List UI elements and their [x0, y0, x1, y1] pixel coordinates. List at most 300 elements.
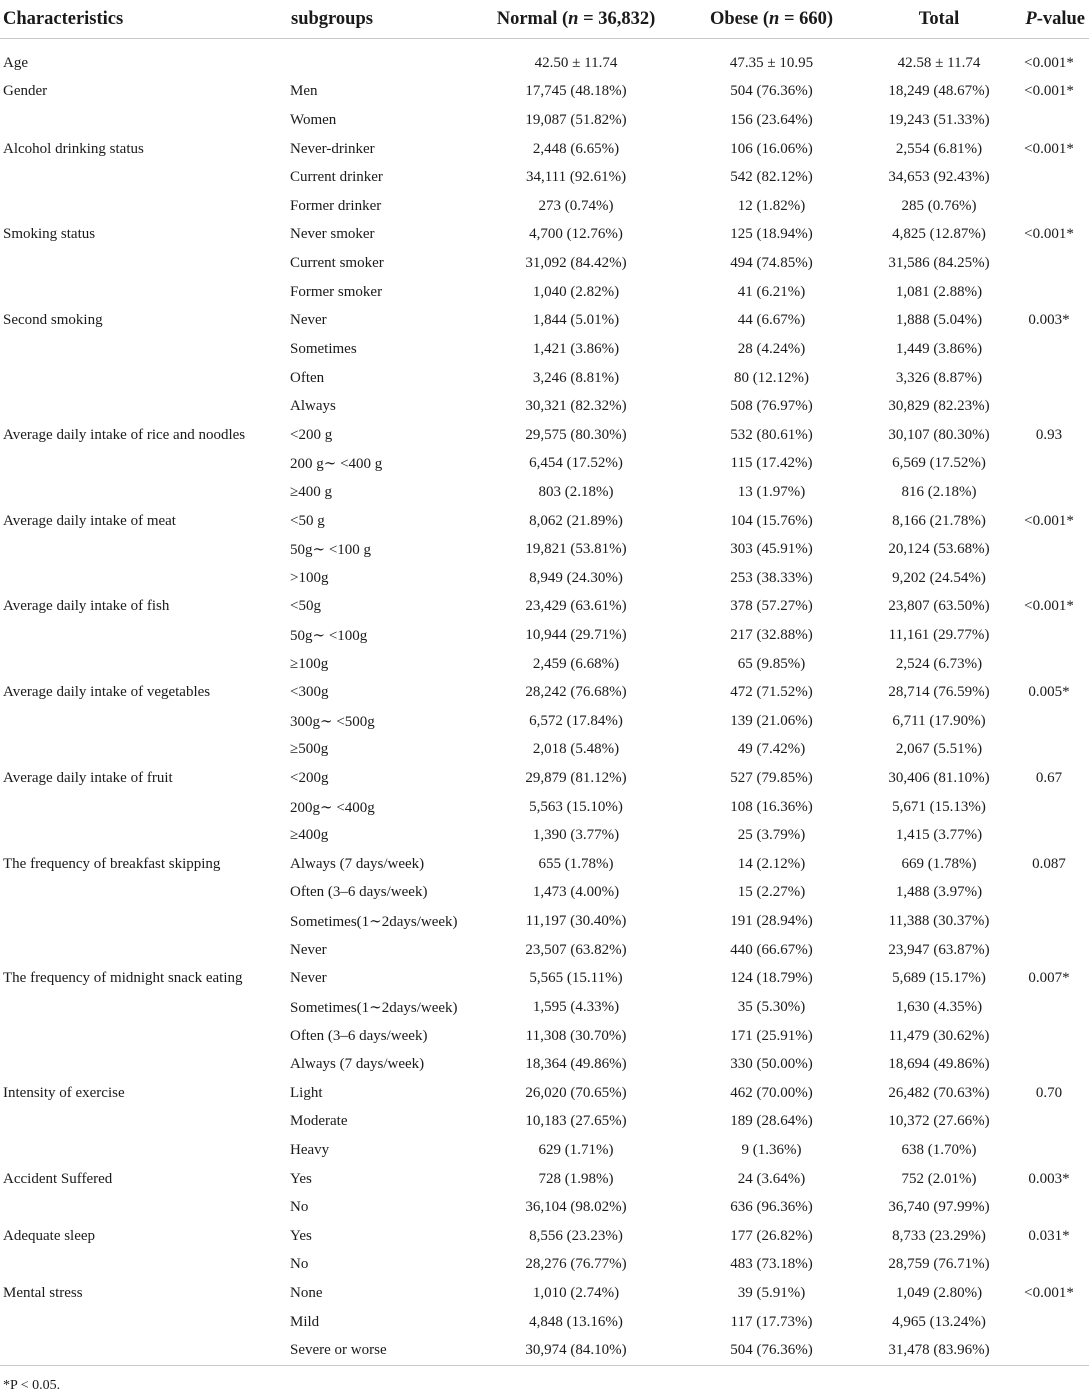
cell-total: 1,081 (2.88%) [895, 283, 983, 300]
cell-sub: Sometimes [290, 340, 357, 357]
cell-obese: 303 (45.91%) [730, 541, 813, 558]
table-row [0, 1050, 1089, 1079]
cell-cat: Average daily intake of fish [3, 598, 170, 615]
table-row [0, 650, 1089, 679]
cell-normal: 1,040 (2.82%) [532, 283, 620, 300]
table-row [0, 993, 1089, 1022]
cell-p: <0.001* [1024, 83, 1074, 100]
cell-total: 2,524 (6.73%) [895, 655, 983, 672]
cell-obese: 156 (23.64%) [730, 112, 813, 129]
cell-obese: 49 (7.42%) [737, 741, 806, 758]
cell-obese: 35 (5.30%) [737, 998, 806, 1015]
table-row [0, 249, 1089, 278]
cell-obese: 532 (80.61%) [730, 426, 813, 443]
cell-obese: 504 (76.36%) [730, 83, 813, 100]
cell-total: 8,733 (23.29%) [892, 1227, 986, 1244]
cell-obese: 508 (76.97%) [730, 398, 813, 415]
cell-p [1009, 993, 1089, 1022]
cell-cat [0, 249, 288, 278]
cell-total: 30,107 (80.30%) [888, 426, 990, 443]
cell-normal: 23,429 (63.61%) [525, 598, 627, 615]
cell-cat: Adequate sleep [3, 1227, 96, 1244]
cell-sub: ≥500g [290, 741, 329, 758]
cell-obese: 217 (32.88%) [730, 626, 813, 643]
table-row [0, 278, 1089, 307]
cell-sub: Never smoker [290, 226, 375, 243]
cell-p: <0.001* [1024, 140, 1074, 157]
cell-sub: >100g [290, 569, 329, 586]
cell-total: 9,202 (24.54%) [892, 569, 986, 586]
cell-obese: 504 (76.36%) [674, 1336, 869, 1365]
table-row [0, 850, 1089, 879]
cell-total: 4,965 (13.24%) [892, 1313, 986, 1330]
cell-cat: The frequency of midnight snack eating [3, 970, 243, 987]
cell-total: 285 (0.76%) [901, 197, 977, 214]
cell-sub: 200g∼ <400g [290, 799, 375, 816]
cell-obese: 440 (66.67%) [730, 941, 813, 958]
cell-normal: 28,276 (76.77%) [525, 1256, 627, 1273]
table-row [0, 1136, 1089, 1165]
cell-normal: 8,556 (23.23%) [529, 1227, 623, 1244]
table-row [0, 965, 1089, 994]
cell-normal: 5,563 (15.10%) [529, 798, 623, 815]
cell-sub: 50g∼ <100 g [290, 542, 372, 559]
cell-p: <0.001* [1024, 54, 1074, 71]
table-row [0, 106, 1089, 135]
cell-p [1009, 936, 1089, 965]
table-row [0, 593, 1089, 622]
table-row [0, 392, 1089, 421]
cell-normal: 8,949 (24.30%) [529, 569, 623, 586]
cell-sub: Never-drinker [290, 140, 375, 157]
cell-normal: 728 (1.98%) [538, 1170, 614, 1187]
cell-sub: <200g [290, 770, 329, 787]
table-row [0, 1193, 1089, 1222]
cell-obese: 25 (3.79%) [737, 827, 806, 844]
table-row [0, 907, 1089, 936]
cell-p: <0.001* [1024, 598, 1074, 615]
cell-sub: None [290, 1285, 323, 1301]
cell-cat: Average daily intake of meat [3, 512, 176, 529]
header-subgroups: subgroups [288, 0, 478, 39]
cell-obese: 472 (71.52%) [730, 684, 813, 701]
cell-total: 5,671 (15.13%) [892, 798, 986, 815]
cell-normal: 629 (1.71%) [538, 1141, 614, 1158]
cell-sub: Often [290, 369, 325, 386]
cell-p [1009, 736, 1089, 765]
cell-obese: 12 (1.82%) [737, 197, 806, 214]
cell-normal: 6,454 (17.52%) [529, 455, 623, 472]
cell-sub: Heavy [290, 1141, 330, 1158]
cell-sub: <50g [290, 598, 321, 615]
cell-p [1009, 707, 1089, 736]
cell-total: 28,759 (76.71%) [888, 1256, 990, 1273]
cell-obese: 108 (16.36%) [730, 798, 813, 815]
cell-sub: ≥400 g [290, 483, 332, 500]
cell-cat [0, 821, 288, 850]
cell-p [1009, 1108, 1089, 1137]
cell-cat [0, 163, 288, 192]
cell-p [1009, 1022, 1089, 1051]
cell-obese: 462 (70.00%) [730, 1084, 813, 1101]
cell-total: 26,482 (70.63%) [888, 1084, 990, 1101]
cell-obese: 483 (73.18%) [730, 1256, 813, 1273]
table-row [0, 1079, 1089, 1108]
cell-normal: 5,565 (15.11%) [529, 970, 623, 987]
cell-p: 0.70 [1035, 1084, 1063, 1101]
header-p-value: P-value [1009, 0, 1089, 39]
cell-total: 6,569 (17.52%) [892, 455, 986, 472]
cell-obese: 191 (28.94%) [730, 913, 813, 930]
cell-normal: 19,087 (51.82%) [525, 112, 627, 129]
cell-cat [0, 1022, 288, 1051]
cell-sub: <50 g [290, 512, 325, 529]
cell-normal: 30,974 (84.10%) [478, 1336, 674, 1365]
table-row [0, 1108, 1089, 1137]
header-normal: Normal (n = 36,832) [478, 0, 674, 39]
cell-normal: 1,473 (4.00%) [532, 884, 620, 901]
cell-total: 1,888 (5.04%) [895, 312, 983, 329]
cell-obese: 9 (1.36%) [741, 1141, 802, 1158]
cell-obese: 171 (25.91%) [730, 1027, 813, 1044]
cell-p [1009, 535, 1089, 564]
cell-total: 669 (1.78%) [901, 855, 977, 872]
table-row [0, 736, 1089, 765]
cell-p: 0.93 [1035, 426, 1063, 443]
cell-p [1009, 335, 1089, 364]
cell-sub: Men [290, 83, 318, 100]
header-characteristics: Characteristics [0, 0, 288, 39]
cell-p [1009, 1336, 1089, 1365]
cell-total: 36,740 (97.99%) [888, 1199, 990, 1216]
cell-p [1009, 621, 1089, 650]
table-row [0, 1279, 1089, 1308]
cell-obese: 14 (2.12%) [737, 855, 806, 872]
cell-cat: Age [3, 54, 28, 71]
cell-total: 30,406 (81.10%) [888, 770, 990, 787]
cell-p [1009, 1136, 1089, 1165]
cell-sub: Mild [290, 1313, 320, 1330]
cell-obese: 253 (38.33%) [730, 569, 813, 586]
cell-total: 11,388 (30.37%) [888, 913, 990, 930]
cell-sub: No [290, 1199, 309, 1216]
cell-sub [288, 39, 478, 78]
table-row [0, 335, 1089, 364]
cell-p: 0.005* [1028, 684, 1070, 701]
cell-cat: Alcohol drinking status [3, 140, 144, 157]
cell-total: 18,249 (48.67%) [888, 83, 990, 100]
cell-normal: 34,111 (92.61%) [525, 169, 627, 186]
cell-normal: 1,390 (3.77%) [532, 827, 620, 844]
cell-obese: 378 (57.27%) [730, 598, 813, 615]
cell-total: 1,415 (3.77%) [895, 827, 983, 844]
table-row [0, 879, 1089, 908]
cell-p: <0.001* [1024, 512, 1074, 529]
table-header [0, 0, 1089, 39]
cell-total: 11,479 (30.62%) [888, 1027, 990, 1044]
cell-cat: Intensity of exercise [3, 1084, 125, 1101]
cell-obese: 494 (74.85%) [730, 255, 813, 272]
cell-normal: 36,104 (98.02%) [525, 1199, 627, 1216]
cell-sub: Never [290, 941, 327, 958]
cell-sub: Sometimes(1∼2days/week) [290, 999, 458, 1016]
cell-total: 1,449 (3.86%) [895, 340, 983, 357]
cell-p [1009, 163, 1089, 192]
cell-obese: 39 (5.91%) [737, 1285, 806, 1301]
table-row [0, 821, 1089, 850]
cell-total: 5,689 (15.17%) [892, 970, 986, 987]
cell-normal: 1,010 (2.74%) [532, 1285, 620, 1301]
table-row [0, 764, 1089, 793]
cell-normal: 23,507 (63.82%) [525, 941, 627, 958]
cell-total: 1,630 (4.35%) [895, 998, 983, 1015]
cell-p [1009, 192, 1089, 221]
header-total: Total [869, 0, 1009, 39]
cell-obese: 65 (9.85%) [737, 655, 806, 672]
cell-cat: Second smoking [3, 312, 103, 329]
cell-cat [0, 936, 288, 965]
cell-p [1009, 478, 1089, 507]
cell-cat [0, 621, 288, 650]
cell-total: 1,488 (3.97%) [895, 884, 983, 901]
cell-normal: 655 (1.78%) [538, 855, 614, 872]
cell-sub: No [290, 1256, 309, 1273]
cell-p [1009, 564, 1089, 593]
cell-normal: 28,242 (76.68%) [525, 684, 627, 701]
cell-total: 19,243 (51.33%) [888, 112, 990, 129]
cell-obese: 115 (17.42%) [730, 455, 813, 472]
cell-cat [0, 907, 288, 936]
table-row [0, 135, 1089, 164]
cell-cat [0, 1136, 288, 1165]
cell-cat [0, 106, 288, 135]
table-row [0, 1022, 1089, 1051]
cell-obese: 41 (6.21%) [737, 283, 806, 300]
cell-obese: 117 (17.73%) [730, 1313, 813, 1330]
cell-normal: 2,459 (6.68%) [532, 655, 620, 672]
cell-p: <0.001* [1024, 1285, 1074, 1301]
cell-cat [0, 1193, 288, 1222]
cell-cat [0, 1308, 288, 1337]
cell-p: 0.003* [1028, 312, 1070, 329]
cell-normal: 26,020 (70.65%) [525, 1084, 627, 1101]
table-row [0, 507, 1089, 536]
cell-total: 8,166 (21.78%) [892, 512, 986, 529]
cell-p: 0.007* [1028, 970, 1070, 987]
cell-cat: The frequency of breakfast skipping [3, 855, 221, 872]
table-footnote: *P < 0.05. [3, 1378, 61, 1394]
cell-normal: 1,595 (4.33%) [532, 998, 620, 1015]
table-row [0, 306, 1089, 335]
table-body [0, 39, 1089, 1366]
cell-normal: 1,844 (5.01%) [532, 312, 620, 329]
cell-obese: 527 (79.85%) [730, 770, 813, 787]
cell-cat [0, 993, 288, 1022]
cell-sub: Often (3–6 days/week) [290, 884, 428, 901]
cell-sub: 300g∼ <500g [290, 713, 375, 730]
cell-normal: 273 (0.74%) [538, 197, 614, 214]
cell-total: 1,049 (2.80%) [895, 1285, 983, 1301]
cell-obese: 47.35 ± 10.95 [729, 54, 814, 71]
cell-sub: ≥400g [290, 827, 329, 844]
cell-obese: 124 (18.79%) [730, 970, 813, 987]
table-row [0, 1308, 1089, 1337]
cell-cat: Average daily intake of fruit [3, 770, 173, 787]
cell-total: 23,807 (63.50%) [888, 598, 990, 615]
cell-obese: 15 (2.27%) [737, 884, 806, 901]
cell-total: 816 (2.18%) [901, 483, 977, 500]
cell-sub: Always (7 days/week) [290, 1056, 425, 1073]
table-row [0, 1165, 1089, 1194]
cell-normal: 29,575 (80.30%) [525, 426, 627, 443]
cell-normal: 4,848 (13.16%) [529, 1313, 623, 1330]
cell-obese: 177 (26.82%) [730, 1227, 813, 1244]
cell-total: 18,694 (49.86%) [888, 1056, 990, 1073]
table-row [0, 78, 1089, 107]
cell-sub: Always (7 days/week) [290, 855, 425, 872]
cell-sub: Yes [290, 1227, 312, 1244]
table-row [0, 1222, 1089, 1251]
cell-obese: 44 (6.67%) [737, 312, 806, 329]
table-row [0, 936, 1089, 965]
cell-sub: Yes [290, 1170, 312, 1187]
cell-total: 3,326 (8.87%) [895, 369, 983, 386]
cell-sub: Severe or worse [288, 1336, 478, 1365]
cell-sub: 50g∼ <100g [290, 627, 368, 644]
cell-obese: 80 (12.12%) [734, 369, 809, 386]
table-row [0, 221, 1089, 250]
table-row [0, 478, 1089, 507]
cell-p [1009, 278, 1089, 307]
cell-cat [0, 793, 288, 822]
cell-normal: 42.50 ± 11.74 [534, 54, 618, 71]
cell-sub: Never [290, 970, 327, 987]
cell-cat [0, 879, 288, 908]
cell-obese: 330 (50.00%) [730, 1056, 813, 1073]
cell-cat [0, 278, 288, 307]
cell-sub: <300g [290, 684, 329, 701]
cell-normal: 1,421 (3.86%) [532, 340, 620, 357]
cell-p [1009, 364, 1089, 393]
table-row [0, 39, 1089, 78]
cell-cat [0, 1108, 288, 1137]
cell-cat [0, 736, 288, 765]
cell-normal: 11,197 (30.40%) [525, 913, 627, 930]
cell-cat: Mental stress [3, 1285, 83, 1301]
cell-obese: 106 (16.06%) [730, 140, 813, 157]
cell-cat [0, 392, 288, 421]
cell-sub: 200 g∼ <400 g [290, 456, 383, 473]
cell-p [1009, 1308, 1089, 1337]
cell-p [1009, 1050, 1089, 1079]
cell-total: 638 (1.70%) [901, 1141, 977, 1158]
cell-p [1009, 1251, 1089, 1280]
cell-p [1009, 249, 1089, 278]
table-row [0, 421, 1089, 450]
cell-sub: Sometimes(1∼2days/week) [290, 914, 458, 931]
cell-total: 30,829 (82.23%) [888, 398, 990, 415]
cell-sub: Current smoker [290, 255, 384, 272]
cell-p: 0.003* [1028, 1170, 1070, 1187]
cell-obese: 104 (15.76%) [730, 512, 813, 529]
cell-p [1009, 450, 1089, 479]
cell-p [1009, 650, 1089, 679]
cell-total: 752 (2.01%) [901, 1170, 977, 1187]
cell-p [1009, 106, 1089, 135]
table-row [0, 1251, 1089, 1280]
cell-sub: ≥100g [290, 655, 329, 672]
cell-cat: Average daily intake of rice and noodles [3, 426, 246, 443]
cell-p: 0.031* [1028, 1227, 1070, 1244]
cell-p [1009, 821, 1089, 850]
cell-total: 34,653 (92.43%) [888, 169, 990, 186]
cell-obese: 24 (3.64%) [737, 1170, 806, 1187]
cell-p: 0.087 [1032, 855, 1066, 872]
cell-cat: Average daily intake of vegetables [3, 684, 211, 701]
cell-sub: Current drinker [290, 169, 383, 186]
cell-obese: 28 (4.24%) [737, 340, 806, 357]
cell-total: 20,124 (53.68%) [888, 541, 990, 558]
cell-total: 2,067 (5.51%) [895, 741, 983, 758]
cell-obese: 542 (82.12%) [730, 169, 813, 186]
cell-normal: 30,321 (82.32%) [525, 398, 627, 415]
cell-cat [0, 192, 288, 221]
cell-total: 31,478 (83.96%) [869, 1336, 1009, 1365]
cell-sub: Never [290, 312, 327, 329]
cell-p [1009, 907, 1089, 936]
cell-total: 2,554 (6.81%) [895, 140, 983, 157]
cell-cat [0, 335, 288, 364]
cell-p: 0.67 [1035, 770, 1063, 787]
table-row [0, 163, 1089, 192]
cell-cat [0, 450, 288, 479]
cell-total: 42.58 ± 11.74 [897, 54, 981, 71]
table-row [0, 621, 1089, 650]
cell-total: 11,161 (29.77%) [888, 626, 990, 643]
cell-normal: 10,944 (29.71%) [525, 626, 627, 643]
cell-obese: 13 (1.97%) [737, 483, 806, 500]
cell-total: 10,372 (27.66%) [888, 1113, 990, 1130]
cell-cat [0, 707, 288, 736]
cell-obese: 139 (21.06%) [730, 712, 813, 729]
table-row [0, 535, 1089, 564]
cell-obese: 189 (28.64%) [730, 1113, 813, 1130]
table-row [0, 707, 1089, 736]
cell-cat [0, 650, 288, 679]
cell-cat: Smoking status [3, 226, 96, 243]
cell-p [1009, 879, 1089, 908]
cell-cat [0, 1050, 288, 1079]
table-row [0, 1336, 1089, 1365]
cell-cat: Accident Suffered [3, 1170, 113, 1187]
cell-normal: 6,572 (17.84%) [529, 712, 623, 729]
cell-cat [0, 564, 288, 593]
table-row [0, 564, 1089, 593]
table-row [0, 678, 1089, 707]
cell-normal: 2,018 (5.48%) [532, 741, 620, 758]
table-row [0, 793, 1089, 822]
cell-normal: 4,700 (12.76%) [529, 226, 623, 243]
table-row [0, 364, 1089, 393]
cell-normal: 803 (2.18%) [538, 483, 614, 500]
cell-obese: 636 (96.36%) [730, 1199, 813, 1216]
cell-sub: Light [290, 1084, 323, 1101]
cell-sub: Former drinker [290, 197, 382, 214]
cell-p [1009, 1193, 1089, 1222]
cell-normal: 10,183 (27.65%) [525, 1113, 627, 1130]
cell-p [1009, 392, 1089, 421]
cell-total: 23,947 (63.87%) [888, 941, 990, 958]
